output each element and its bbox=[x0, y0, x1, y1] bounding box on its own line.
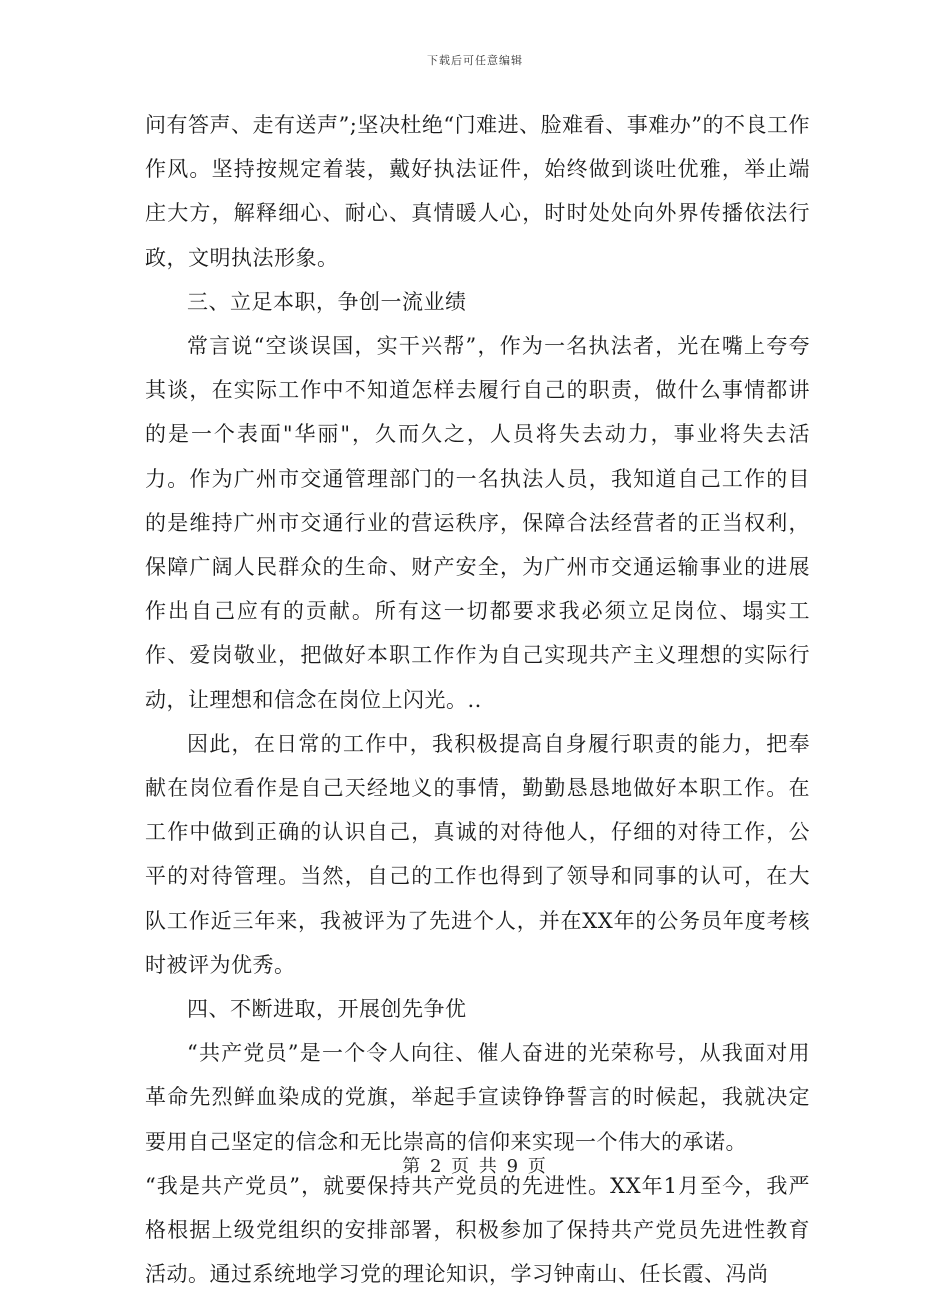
paragraph: 常言说“空谈误国，实干兴帮”，作为一名执法者，光在嘴上夸夸其谈，在实际工作中不知道怎样去履行自己的职责，做什么事情都讲的是一个表面"华丽"，久而久之，人员将失去动力，事业将失去活力。作为广州市交通管理部门的一名执法人员，我知道自己工作的目的是维持广州市交通行业的营运秩序，保障合法经营者的正当权利，保障广阔人民群众的生命、财产安全，为广州市交通运输事业的进展作出自己应有的贡献。所有这一切都要求我必须立足岗位、塌实工作、爱岗敬业，把做好本职工作作为自己实现共产主义理想的实际行动，让理想和信念在岗位上闪光。.. bbox=[145, 334, 810, 712]
header-note: 下载后可任意编辑 bbox=[427, 54, 523, 67]
section-heading-4: 四、不断进取，开展创先争优 bbox=[187, 997, 467, 1022]
document-body bbox=[145, 103, 810, 1296]
paragraph: 因此，在日常的工作中，我积极提高自身履行职责的能力，把奉献在岗位看作是自己天经地义的事情，勤勤恳恳地做好本职工作。在工作中做到正确的认识自己，真诚的对待他人，仔细的对待工作，公平的对待管理。当然，自己的工作也得到了领导和同事的认可，在大队工作近三年来，我被评为了先进个人，并在XX年的公务员年度考核时被评为优秀。 bbox=[145, 731, 810, 977]
paragraph-continued: 问有答声、走有送声”;坚决杜绝“门难进、脸难看、事难办”的不良工作作风。坚持按规定着装，戴好执法证件，始终做到谈吐优雅，举止端庄大方，解释细心、耐心、真情暖人心，时时处处向外界传播依法行政，文明执法形象。 bbox=[145, 113, 810, 270]
page-number: 第 2 页 共 9 页 bbox=[402, 1156, 548, 1177]
paragraph: “共产党员”是一个令人向往、催人奋进的光荣称号，从我面对用革命先烈鲜血染成的党旗，举起手宣读铮铮誓言的时候起，我就决定要用自己坚定的信念和无比崇高的信仰来实现一个伟大的承诺。 bbox=[145, 1041, 810, 1154]
paragraph: “我是共产党员”，就要保持共产党员的先进性。XX年1月至今，我严格根据上级党组织的安排部署，积极参加了保持共产党员先进性教育活动。通过系统地学习党的理论知识，学习钟南山、任长霞、冯尚 bbox=[145, 1173, 810, 1287]
section-heading-3: 三、立足本职，争创一流业绩 bbox=[187, 289, 467, 314]
